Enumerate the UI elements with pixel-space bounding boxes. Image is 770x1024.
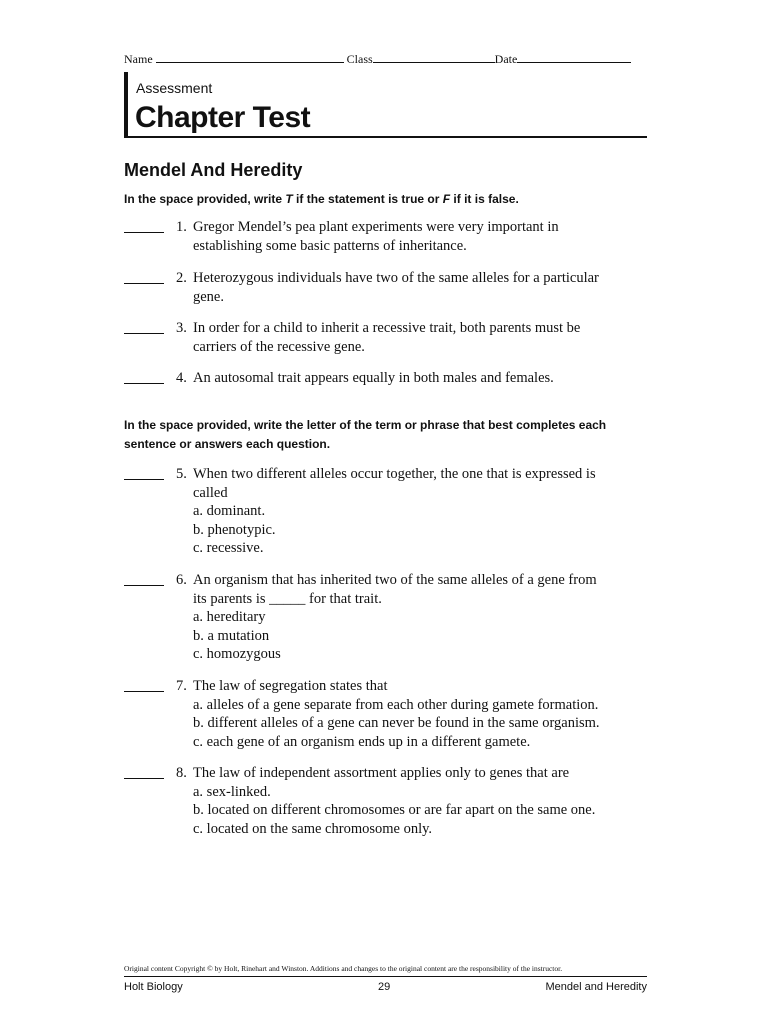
question-number: 1. [176,219,187,235]
footer-rule [124,976,647,977]
answer-blank[interactable] [124,571,164,586]
question-3 [124,319,654,356]
question-number: 6. [176,572,187,588]
name-field[interactable] [156,52,344,63]
header-rule [124,136,647,138]
answer-option: a. sex-linked. [193,783,271,800]
question-text-line: The law of segregation states that [193,678,388,694]
date-field[interactable] [517,52,631,63]
answer-option: c. homozygous [193,646,281,662]
name-class-date-line [124,52,631,67]
header-left-bar [124,72,128,138]
class-field[interactable] [373,52,495,63]
class-label: Class [346,52,373,66]
date-label: Date [494,52,518,66]
question-text-line: establishing some basic patterns of inheritance. [193,237,467,254]
answer-blank[interactable] [124,319,164,334]
question-6 [124,571,654,664]
answer-option: c. located on the same chromosome only. [193,820,433,837]
question-text-line: gene. [193,288,224,305]
answer-blank[interactable] [124,465,164,480]
copyright-notice: Original content Copyright © by Holt, Rinehart and Winston. Additions and changes to the original content are the responsibility of the instructor. [124,964,563,973]
question-2 [124,269,654,306]
question-text-line: called [193,484,228,501]
question-1 [124,218,654,255]
question-8 [124,764,654,838]
question-4 [124,369,654,388]
answer-option: c. recessive. [193,540,264,556]
answer-option: a. alleles of a gene separate from each other during gamete formation. [193,696,599,713]
footer-book-title: Holt Biology [124,981,183,993]
answer-blank[interactable] [124,269,164,284]
question-number: 5. [176,466,187,482]
name-label: Name [124,52,153,66]
answer-option: b. a mutation [193,627,270,644]
question-text-line: its parents is _____ for that trait. [193,590,382,607]
question-number: 4. [176,370,187,386]
answer-option: b. located on different chromosomes or are far apart on the same one. [193,802,596,818]
answer-blank[interactable] [124,369,164,384]
question-5 [124,465,654,558]
question-number: 2. [176,270,187,286]
question-text-line: An autosomal trait appears equally in both males and females. [193,370,554,386]
answer-option: c. each gene of an organism ends up in a different gamete. [193,733,531,750]
question-text-line: carriers of the recessive gene. [193,338,365,355]
answer-option: a. dominant. [193,503,266,519]
question-number: 7. [176,678,187,694]
question-number: 3. [176,320,187,336]
question-text-line: Gregor Mendel’s pea plant experiments were very important in [193,219,559,235]
footer-chapter-title: Mendel and Heredity [545,981,647,993]
question-text-line: The law of independent assortment applies only to genes that are [193,765,570,781]
answer-blank[interactable] [124,677,164,692]
answer-option: a. hereditary [193,609,266,625]
answer-option: b. phenotypic. [193,521,276,538]
question-text-line: When two different alleles occur together, the one that is expressed is [193,466,596,482]
instruction-true-false: In the space provided, write T if the statement is true or F if it is false. [124,192,519,206]
assessment-label: Assessment [136,80,213,96]
instruction-multiple-choice: In the space provided, write the letter of the term or phrase that best completes each sentence or answers each question. [124,418,607,451]
question-7 [124,677,654,751]
section-title: Mendel And Heredity [124,160,303,180]
question-text-line: Heterozygous individuals have two of the same alleles for a particular [193,270,599,286]
page-title: Chapter Test [135,101,311,134]
answer-option: b. different alleles of a gene can never be found in the same organism. [193,715,600,731]
answer-blank[interactable] [124,764,164,779]
answer-blank[interactable] [124,218,164,233]
question-text-line: In order for a child to inherit a recessive trait, both parents must be [193,320,581,336]
footer-page-number: 29 [378,981,391,993]
question-text-line: An organism that has inherited two of the same alleles of a gene from [193,572,597,588]
question-number: 8. [176,765,187,781]
